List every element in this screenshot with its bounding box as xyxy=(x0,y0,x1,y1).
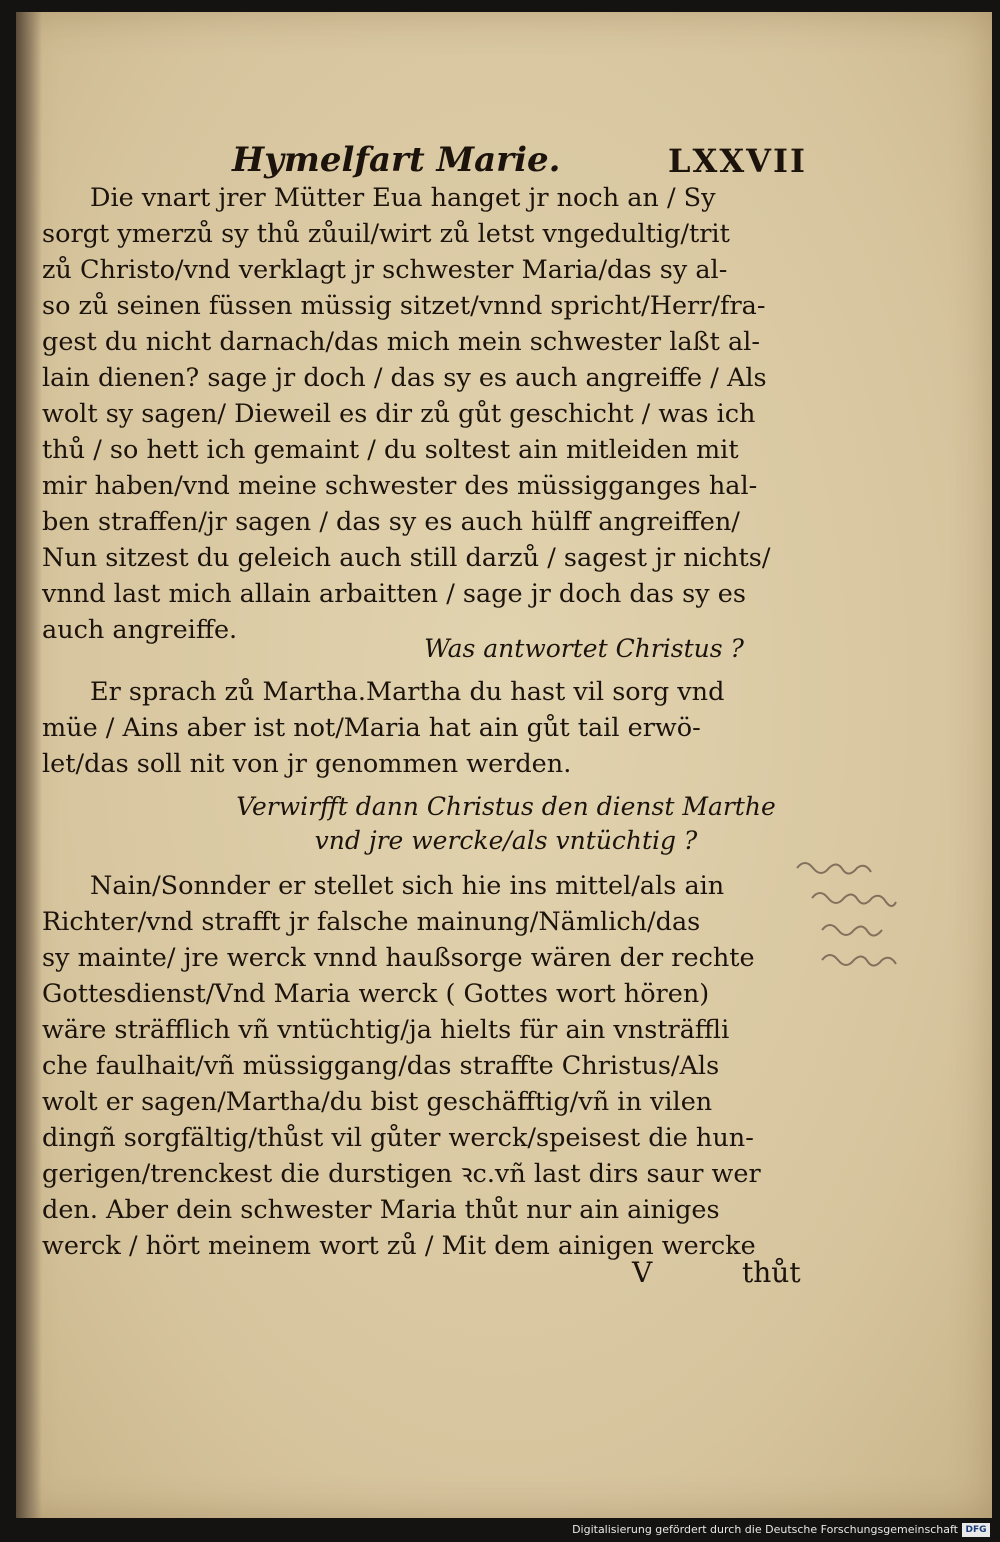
text-line: che faulhait/vñ müssiggang/das straffte Christus/Als xyxy=(42,1051,720,1081)
section-heading-2 xyxy=(6,790,1000,858)
text-line: müe / Ains aber ist not/Maria hat ain gůt tail erwö- xyxy=(42,713,701,743)
page-gutter xyxy=(16,12,42,1518)
folio-number: LXXVII xyxy=(668,142,807,180)
handwritten-margin-note xyxy=(792,850,942,990)
text-line: sorgt ymerzů sy thů zůuil/wirt zů letst vngedultig/trit xyxy=(42,219,730,249)
text-line: werck / hört meinem wort zů / Mit dem ainigen wercke xyxy=(42,1231,756,1261)
text-line: so zů seinen füssen müssig sitzet/vnnd spricht/Herr/fra- xyxy=(42,291,766,321)
text-line: wolt er sagen/Martha/du bist geschäfftig/vñ in vilen xyxy=(42,1087,713,1117)
dfg-logo: DFG xyxy=(962,1523,990,1537)
text-line: let/das soll nit von jr genommen werden. xyxy=(42,749,572,779)
book-page xyxy=(16,12,992,1518)
text-line: Richter/vnd strafft jr falsche mainung/Nämlich/das xyxy=(42,907,701,937)
digitization-credit: Digitalisierung gefördert durch die Deutsche Forschungsgemeinschaft xyxy=(572,1523,958,1536)
text-line: Nain/Sonnder er stellet sich hie ins mittel/als ain xyxy=(90,871,725,901)
text-line: lain dienen? sage jr doch / das sy es auch angreiffe / Als xyxy=(42,363,767,393)
text-line: gest du nicht darnach/das mich mein schwester laßt al- xyxy=(42,327,760,357)
text-line: mir haben/vnd meine schwester des müssigganges hal- xyxy=(42,471,758,501)
text-line: gerigen/trenckest die durstigen ꝛc.vñ last dirs saur wer xyxy=(42,1159,761,1189)
text-line: Er sprach zů Martha.Martha du hast vil sorg vnd xyxy=(90,677,725,707)
text-line: zů Christo/vnd verklagt jr schwester Maria/das sy al- xyxy=(42,255,728,285)
paragraph-2 xyxy=(42,674,806,782)
text-line: dingñ sorgfältig/thůst vil gůter werck/speisest die hun- xyxy=(42,1123,754,1153)
paragraph-3 xyxy=(42,868,806,1264)
text-line: Die vnart jrer Mütter Eua hanget jr noch an / Sy xyxy=(90,183,716,213)
text-line: Nun sitzest du geleich auch still darzů / sagest jr nichts/ xyxy=(42,543,771,573)
text-line: ben straffen/jr sagen / das sy es auch hülff angreiffen/ xyxy=(42,507,740,537)
text-line: Gottesdienst/Vnd Maria werck ( Gottes wort hören) xyxy=(42,979,710,1009)
paragraph-1 xyxy=(42,180,806,648)
heading-line: Verwirfft dann Christus den dienst Marthe xyxy=(236,792,776,821)
heading-line: vnd jre wercke/als vntüchtig ? xyxy=(314,826,698,855)
signature-mark: V xyxy=(632,1256,653,1289)
running-title: Hymelfart Marie. xyxy=(232,140,561,180)
text-line: sy mainte/ jre werck vnnd haußsorge wären der rechte xyxy=(42,943,755,973)
text-line: auch angreiffe. xyxy=(42,615,238,645)
text-line: thů / so hett ich gemaint / du soltest ain mitleiden mit xyxy=(42,435,739,465)
text-line: wolt sy sagen/ Dieweil es dir zů gůt geschicht / was ich xyxy=(42,399,756,429)
text-line: vnnd last mich allain arbaitten / sage jr doch das sy es xyxy=(42,579,746,609)
text-line: den. Aber dein schwester Maria thůt nur ain ainiges xyxy=(42,1195,720,1225)
catchword: thůt xyxy=(742,1256,801,1289)
section-heading-1: Was antwortet Christus ? xyxy=(424,634,744,663)
text-line: wäre sträfflich vñ vntüchtig/ja hielts für ain vnsträffli xyxy=(42,1015,730,1045)
